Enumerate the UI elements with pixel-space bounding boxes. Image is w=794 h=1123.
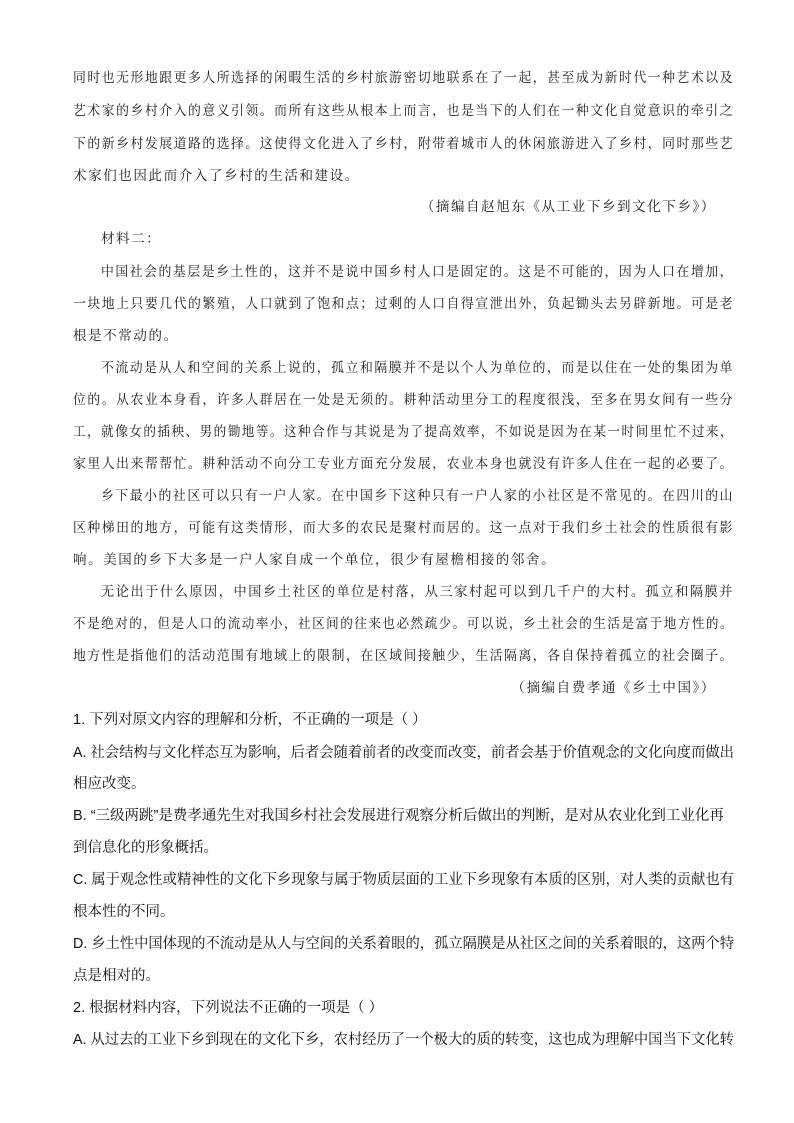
- question-stem: 2. 根据材料内容，下列说法不正确的一项是（ ）: [73, 1000, 384, 1016]
- passage2-line: 根是不常动的。: [73, 328, 179, 344]
- passage1-source: （摘编自赵旭东《从工业下乡到文化下乡》）: [420, 199, 716, 215]
- passage2-heading: 材料二：: [101, 231, 162, 247]
- passage2-line: 中国社会的基层是乡土性的，这并不是说中国乡村人口是固定的。这是不可能的，因为人口在增加，: [101, 264, 734, 280]
- passage2-line: 工，就像女的插秧、男的锄地等。这种合作与其说是为了提高效率，不如说是因为在某一时间里忙不过来，: [73, 424, 735, 440]
- passage2-line: 一块地上只要几代的繁殖，人口就到了饱和点；过剩的人口自得宣泄出外，负起锄头去另辟新地。可是老: [73, 296, 734, 312]
- option-c-cont: 根本性的不同。: [73, 904, 175, 920]
- option-a: A. 从过去的工业下乡到现在的文化下乡，农村经历了一个极大的质的转变，这也成为理解中国当下文化转: [73, 1032, 734, 1048]
- passage1-line: 艺术家的乡村介入的意义引领。而所有这些从根本上而言，也是当下的人们在一种文化自觉意识的牵引之: [73, 103, 734, 119]
- passage2-line: 乡下最小的社区可以只有一户人家。在中国乡下这种只有一户人家的小社区是不常见的。在四川的山: [101, 488, 734, 504]
- passage2-line: 区种梯田的地方，可能有这类情形，而大多的农民是聚村而居的。这一点对于我们乡土社会的性质很有影: [73, 520, 734, 536]
- option-a-cont: 相应改变。: [73, 776, 146, 792]
- option-d: D. 乡土性中国体现的不流动是从人与空间的关系着眼的，孤立隔膜是从社区之间的关系着眼的，这两个特: [73, 936, 735, 952]
- passage2-line: 无论出于什么原因，中国乡土社区的单位是村落，从三家村起可以到几千户的大村。孤立和隔膜并: [101, 584, 735, 600]
- question-stem: 1. 下列对原文内容的理解和分析，不正确的一项是（ ）: [73, 712, 427, 728]
- passage2-line: 不流动是从人和空间的关系上说的，孤立和隔膜并不是以个人为单位的，而是以住在一处的集团为单: [101, 360, 734, 376]
- option-d-cont: 点是相对的。: [73, 968, 160, 984]
- option-c: C. 属于观念性或精神性的文化下乡现象与属于物质层面的工业下乡现象有本质的区别，对人类的贡献也有: [73, 872, 735, 888]
- passage2-line: 位的。从农业本身看，许多人群居在一处是无须的。耕种活动里分工的程度很浅，至多在男女间有一些分: [73, 392, 734, 408]
- passage2-line: 家里人出来帮帮忙。耕种活动不向分工专业方面充分发展，农业本身也就没有许多人住在一起的必要了。: [73, 456, 734, 472]
- passage1-line: 同时也无形地跟更多人所选择的闲暇生活的乡村旅游密切地联系在了一起，甚至成为新时代一种艺术以及: [73, 70, 734, 86]
- passage1-line: 下的新乡村发展道路的选择。这使得文化进入了乡村，附带着城市人的休闲旅游进入了乡村，同时那些艺: [73, 136, 734, 152]
- passage2-line: 响。美国的乡下大多是一户人家自成一个单位，很少有屋檐相接的邻舍。: [73, 552, 557, 568]
- option-b-cont: 到信息化的形象概括。: [73, 840, 218, 856]
- passage2-line: 不是绝对的，但是人口的流动率小，社区间的往来也必然疏少。可以说，乡土社会的生活是富于地方性的。: [73, 616, 735, 632]
- passage1-line: 术家们也因此而介入了乡村的生活和建设。: [73, 168, 360, 184]
- passage2-source: （摘编自费孝通《乡土中国》）: [511, 680, 716, 696]
- passage2-line: 地方性是指他们的活动范围有地域上的限制，在区域间接触少，生活隔离，各自保持着孤立的社会圈子。: [73, 648, 734, 664]
- option-a: A. 社会结构与文化样态互为影响，后者会随着前者的改变而改变，前者会基于价值观念的文化向度而做出: [73, 745, 734, 761]
- option-b: B. “三级两跳”是费孝通先生对我国乡村社会发展进行观察分析后做出的判断，是对从农业化到工业化再: [73, 808, 724, 824]
